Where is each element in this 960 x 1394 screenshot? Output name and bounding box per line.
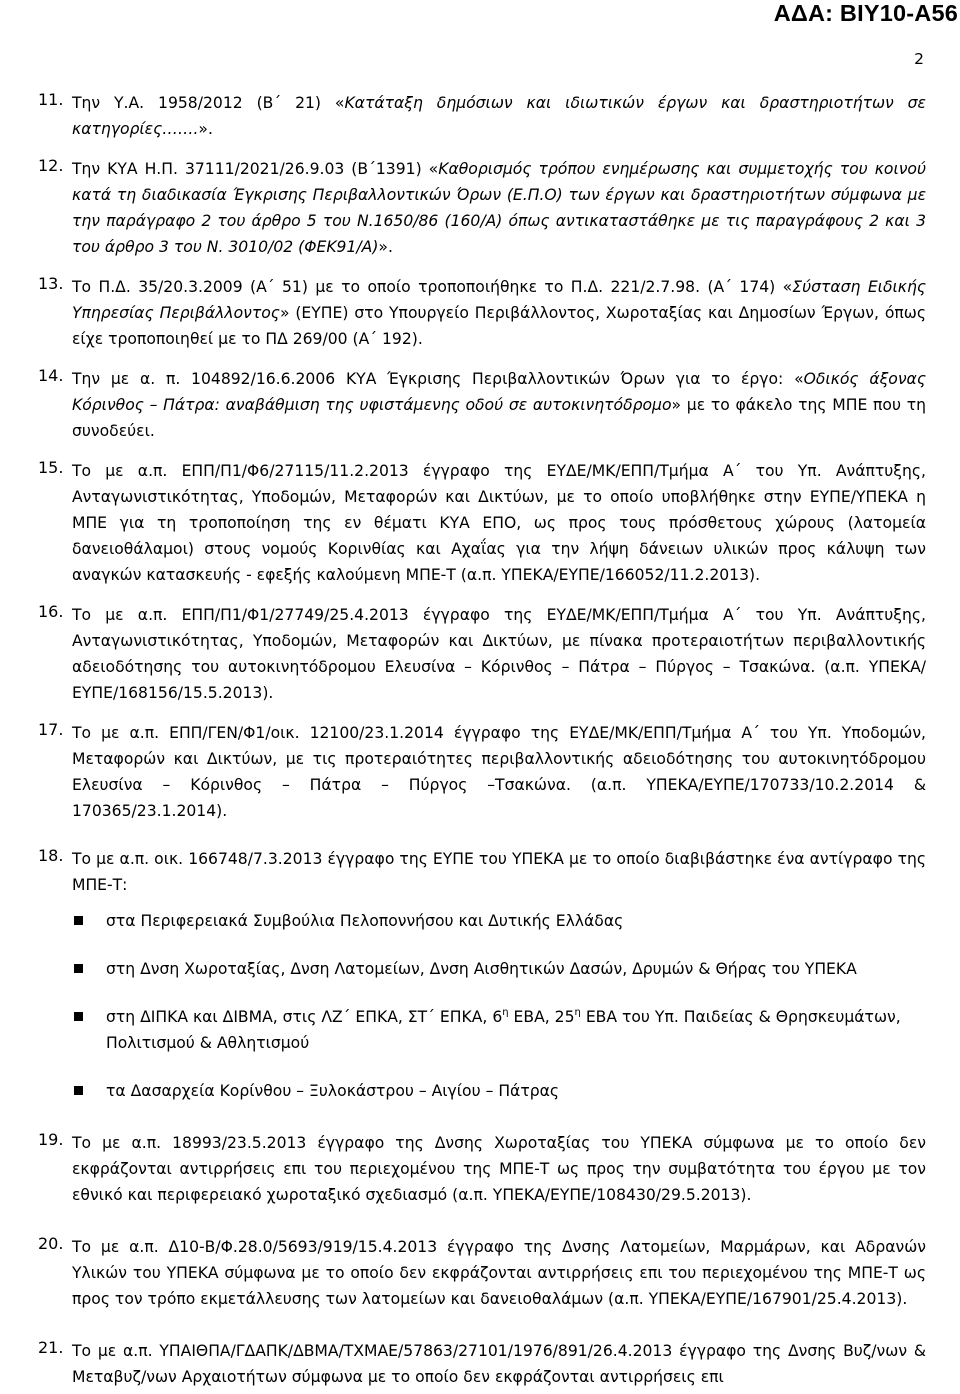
text-part: ». bbox=[198, 120, 213, 138]
ordinal-superscript: η bbox=[574, 1007, 581, 1018]
text-part: ΕΒΑ του Υπ. Παιδείας & Θρησκευμάτων, Πολιτισμού & Αθλητισμού bbox=[106, 1008, 901, 1052]
item-text: Το με α.π. ΕΠΠ/Π1/Φ1/27749/25.4.2013 έγγραφο της ΕΥΔΕ/ΜΚ/ΕΠΠ/Τμήμα Α΄ του Υπ. Ανάπτυξης, Ανταγωνιστικότητας, Υποδομών, Μεταφορών και Δικτύων, με πίνακα προτεραιοτήτων περιβαλλοντικής αδειοδότησης του αυτοκινητόδρομου Ελευσίνα – Κόρινθος – Πάτρα – Πύργος – Τσακώνα. (α.π. ΥΠΕΚΑ/ΕΥΠΕ/168156/15.5.2013). bbox=[72, 606, 926, 702]
list-item-18 bbox=[38, 846, 926, 1104]
italic-title: Οδικός άξονας Κόρινθος – Πάτρα: αναβάθμιση της υφιστάμενης οδού σε αυτοκινητόδρομο bbox=[72, 370, 926, 414]
italic-title: Κατάταξη δημόσιων και ιδιωτικών έργων και δραστηριοτήτων σε κατηγορίες……. bbox=[72, 94, 926, 138]
list-item-13 bbox=[38, 274, 926, 352]
item-text bbox=[72, 274, 926, 352]
item-number: 21. bbox=[38, 1338, 64, 1357]
square-bullet-icon bbox=[74, 916, 83, 925]
ada-code: ΑΔΑ: ΒΙΥ10-Α56 bbox=[773, 0, 958, 26]
item-text: Το με α.π. 18993/23.5.2013 έγγραφο της Δνσης Χωροταξίας του ΥΠΕΚΑ σύμφωνα με το οποίο δεν εκφράζονται αντιρρήσεις επι του περιεχομένου της ΜΠΕ-Τ ως προς την συμβατότητα του έργου με τον εθνικό και περιφερειακό χωροταξικό σχεδιασμό (α.π. ΥΠΕΚΑ/ΕΥΠΕ/108430/29.5.2013). bbox=[72, 1134, 926, 1204]
item-text: Το με α.π. οικ. 166748/7.3.2013 έγγραφο της ΕΥΠΕ του ΥΠΕΚΑ με το οποίο διαβιβάστηκε ένα αντίγραφο της ΜΠΕ-Τ: bbox=[72, 850, 926, 894]
square-bullet-icon bbox=[74, 964, 83, 973]
item-text: Το με α.π. ΕΠΠ/ΓΕΝ/Φ1/οικ. 12100/23.1.2014 έγγραφο της ΕΥΔΕ/ΜΚ/ΕΠΠ/Τμήμα Α΄ του Υπ. Υποδομών, Μεταφορών και Δικτύων, με τις προτεραιότητες περιβαλλοντικής αδειοδότησης του αυτοκινητόδρομου Ελευσίνα – Κόρινθος – Πάτρα – Πύργος –Τσακώνα. (α.π. ΥΠΕΚΑ/ΕΥΠΕ/170733/10.2.2014 & 170365/23.1.2014). bbox=[72, 724, 926, 820]
text-part: Την Υ.Α. 1958/2012 (Β΄ 21) « bbox=[72, 94, 345, 112]
item-text: Το με α.π. ΕΠΠ/Π1/Φ6/27115/11.2.2013 έγγραφο της ΕΥΔΕ/ΜΚ/ΕΠΠ/Τμήμα Α΄ του Υπ. Ανάπτυξης, Ανταγωνιστικότητας, Υποδομών, Μεταφορών και Δικτύων, με το οποίο υποβλήθηκε στην ΕΥΠΕ/ΥΠΕΚΑ η ΜΠΕ για τη τροποποίηση της εν θέματι ΚΥΑ ΕΠΟ, ως προς τους πρόσθετους χώρους (λατομεία δανειοθάλαμοι) στους νομούς Κορινθίας και Αχαΐας για την λήψη δάνειων υλικών προς κάλυψη των αναγκών κατασκευής - εφεξής καλούμενη ΜΠΕ-Τ (α.π. ΥΠΕΚΑ/ΕΥΠΕ/166052/11.2.2013). bbox=[72, 462, 926, 584]
item-text: Το με α.π. Δ10-Β/Φ.28.0/5693/919/15.4.2013 έγγραφο της Δνσης Λατομείων, Μαρμάρων, και Αδρανών Υλικών του ΥΠΕΚΑ σύμφωνα με το οποίο δεν εκφράζονται αντιρρήσεις επι του περιεχομένου της ΜΠΕ-Τ ως προς τον τρόπο εκμετάλλευσης των λατομείων και δανειοθαλάμων (α.π. ΥΠΕΚΑ/ΕΥΠΕ/167901/25.4.2013). bbox=[72, 1238, 926, 1308]
item-number: 15. bbox=[38, 458, 64, 477]
recipient-text: τα Δασαρχεία Κορίνθου – Ξυλοκάστρου – Αιγίου – Πάτρας bbox=[106, 1082, 560, 1100]
page-number: 2 bbox=[914, 50, 924, 68]
item-number: 20. bbox=[38, 1234, 64, 1253]
item-number: 19. bbox=[38, 1130, 64, 1149]
item-number: 13. bbox=[38, 274, 64, 293]
recipient-text: στα Περιφερειακά Συμβούλια Πελοποννήσου και Δυτικής Ελλάδας bbox=[106, 912, 624, 930]
item-text bbox=[72, 156, 926, 260]
list-item-17 bbox=[38, 720, 926, 824]
item-number: 16. bbox=[38, 602, 64, 621]
list-item-19 bbox=[38, 1130, 926, 1208]
recipient-item bbox=[72, 908, 926, 934]
item-text bbox=[72, 90, 926, 142]
item-text: Το με α.π. ΥΠΑΙΘΠΑ/ΓΔΑΠΚ/ΔΒΜΑ/ΤΧΜΑΕ/57863/27101/1976/891/26.4.2013 έγγραφο της Δνσης Βυζ/νων & Μεταβυζ/νων Αρχαιοτήτων σύμφωνα με το οποίο δεν εκφράζονται αντιρρήσεις επι bbox=[72, 1342, 926, 1386]
text-part: ». bbox=[378, 238, 393, 256]
text-part: στη ΔΙΠΚΑ και ΔΙΒΜΑ, στις ΛΖ΄ ΕΠΚΑ, ΣΤ΄ ΕΠΚΑ, 6 bbox=[106, 1008, 503, 1026]
list-item-16 bbox=[38, 602, 926, 706]
text-part: Την με α. π. 104892/16.6.2006 ΚΥΑ Έγκρισης Περιβαλλοντικών Όρων για το έργο: « bbox=[72, 370, 804, 388]
item-number: 11. bbox=[38, 90, 64, 109]
text-part: » με το φάκελο της ΜΠΕ που τη συνοδεύει. bbox=[72, 396, 926, 440]
recipient-item bbox=[72, 1004, 926, 1056]
list-item-12 bbox=[38, 156, 926, 260]
document-body bbox=[38, 90, 926, 1390]
text-part: ΕΒΑ, 25 bbox=[508, 1008, 575, 1026]
recipient-item bbox=[72, 1078, 926, 1104]
text-part: » (ΕΥΠΕ) στο Υπουργείο Περιβάλλοντος, Χωροταξίας και Δημοσίων Έργων, όπως είχε τροποποιηθεί με το ΠΔ 269/00 (Α΄ 192). bbox=[72, 304, 926, 348]
italic-title: Σύσταση Ειδικής Υπηρεσίας Περιβάλλοντος bbox=[72, 278, 926, 322]
recipients-list bbox=[72, 908, 926, 1104]
italic-title: Καθορισμός τρόπου ενημέρωσης και συμμετοχής του κοινού κατά τη διαδικασία Έγκρισης Περιβαλλοντικών Όρων (Ε.Π.Ο) των έργων και δραστηριοτήτων σύμφωνα με την παράγραφο 2 του άρθρο 5 του Ν.1650/86 (160/Α) όπως αντικαταστάθηκε με τις παραγράφους 2 και 3 του άρθρο 3 του Ν. 3010/02 (ΦΕΚ91/Α) bbox=[72, 160, 926, 256]
recipient-text: στη Δνση Χωροταξίας, Δνση Λατομείων, Δνση Αισθητικών Δασών, Δρυμών & Θήρας του ΥΠΕΚΑ bbox=[106, 960, 857, 978]
list-item-20 bbox=[38, 1234, 926, 1312]
item-number: 14. bbox=[38, 366, 64, 385]
item-text bbox=[72, 366, 926, 444]
ordinal-superscript: η bbox=[502, 1007, 509, 1018]
item-number: 12. bbox=[38, 156, 64, 175]
text-part: Το Π.Δ. 35/20.3.2009 (Α΄ 51) με το οποίο τροποποιήθηκε το Π.Δ. 221/2.7.98. (Α΄ 174) « bbox=[72, 278, 793, 296]
list-item-11 bbox=[38, 90, 926, 142]
item-number: 18. bbox=[38, 846, 64, 865]
square-bullet-icon bbox=[74, 1086, 83, 1095]
square-bullet-icon bbox=[74, 1012, 83, 1021]
list-item-14 bbox=[38, 366, 926, 444]
text-part: Την ΚΥΑ Η.Π. 37111/2021/26.9.03 (Β΄1391) « bbox=[72, 160, 439, 178]
recipient-text bbox=[106, 1008, 901, 1052]
list-item-21 bbox=[38, 1338, 926, 1390]
item-number: 17. bbox=[38, 720, 64, 739]
recipient-item bbox=[72, 956, 926, 982]
list-item-15 bbox=[38, 458, 926, 588]
